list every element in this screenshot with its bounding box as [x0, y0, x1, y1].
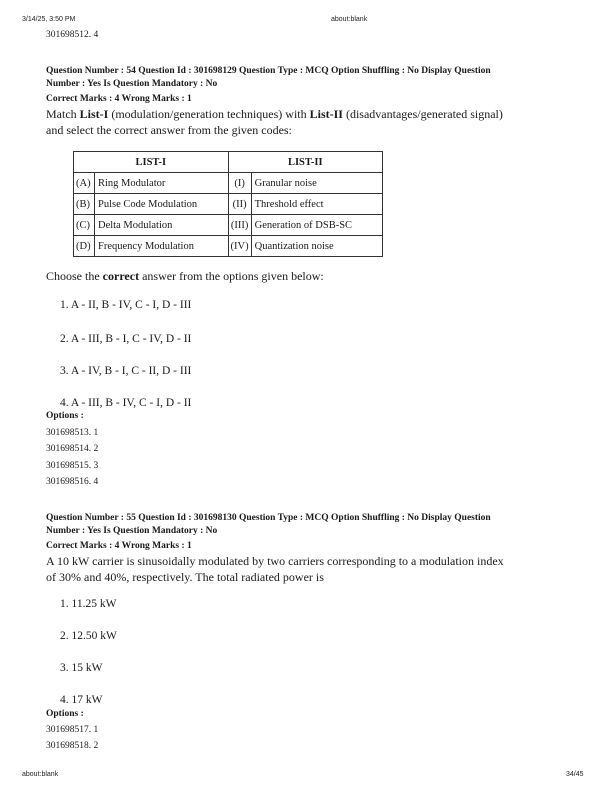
q54-meta-line1: Question Number : 54 Question Id : 301698129 Question Type : MCQ Option Shuffling : No Display Question — [46, 66, 491, 76]
q55-choice-3: 3. 15 kW — [60, 662, 103, 674]
q54-options-label: Options : — [46, 411, 84, 421]
q55-options-label: Options : — [46, 709, 84, 719]
table-row: (B) Pulse Code Modulation (II) Threshold effect — [74, 194, 383, 215]
q55-meta-line2: Number : Yes Is Question Mandatory : No — [46, 526, 218, 536]
q55-stem-line2: of 30% and 40%, respectively. The total radiated power is — [46, 570, 324, 584]
q54-choice-2: 2. A - III, B - I, C - IV, D - II — [60, 333, 192, 345]
page-number: 34/45 — [566, 771, 584, 778]
q54-marks: Correct Marks : 4 Wrong Marks : 1 — [46, 94, 192, 104]
q54-choice-3: 3. A - IV, B - I, C - II, D - III — [60, 365, 192, 377]
q54-choice-4: 4. A - III, B - IV, C - I, D - II — [60, 397, 192, 409]
print-url: about:blank — [331, 16, 368, 23]
print-footer-url: about:blank — [22, 771, 59, 778]
q55-choice-1: 1. 11.25 kW — [60, 598, 117, 610]
previous-option-id: 301698512. 4 — [46, 30, 99, 40]
q54-meta-line2: Number : Yes Is Question Mandatory : No — [46, 79, 218, 89]
q55-marks: Correct Marks : 4 Wrong Marks : 1 — [46, 541, 192, 551]
q55-choice-2: 2. 12.50 kW — [60, 630, 117, 642]
table-row: (D) Frequency Modulation (IV) Quantization noise — [74, 236, 383, 257]
q55-choice-4: 4. 17 kW — [60, 694, 103, 706]
list2-header: LIST-II — [228, 152, 382, 173]
q54-option-1: 301698513. 1 — [46, 428, 99, 438]
q54-option-2: 301698514. 2 — [46, 444, 99, 454]
q55-option-2: 301698518. 2 — [46, 741, 99, 751]
list1-header: LIST-I — [74, 152, 229, 173]
match-table — [73, 151, 383, 257]
q55-stem-line1: A 10 kW carrier is sinusoidally modulated by two carriers corresponding to a modulation index — [46, 554, 504, 568]
q54-option-3: 301698515. 3 — [46, 461, 99, 471]
table-row: (C) Delta Modulation (III) Generation of DSB-SC — [74, 215, 383, 236]
q54-instruction: Choose the correct answer from the options given below: — [46, 269, 324, 283]
q55-meta-line1: Question Number : 55 Question Id : 301698130 Question Type : MCQ Option Shuffling : No Display Question — [46, 513, 491, 523]
q55-option-1: 301698517. 1 — [46, 725, 99, 735]
q54-choice-1: 1. A - II, B - IV, C - I, D - III — [60, 299, 192, 311]
print-datetime: 3/14/25, 3:50 PM — [22, 16, 76, 23]
table-row: (A) Ring Modulator (I) Granular noise — [74, 173, 383, 194]
q54-stem-line2: and select the correct answer from the given codes: — [46, 123, 292, 137]
q54-option-4: 301698516. 4 — [46, 477, 99, 487]
q54-stem-line1: Match List-I (modulation/generation techniques) with List-II (disadvantages/generated signal) — [46, 107, 503, 121]
